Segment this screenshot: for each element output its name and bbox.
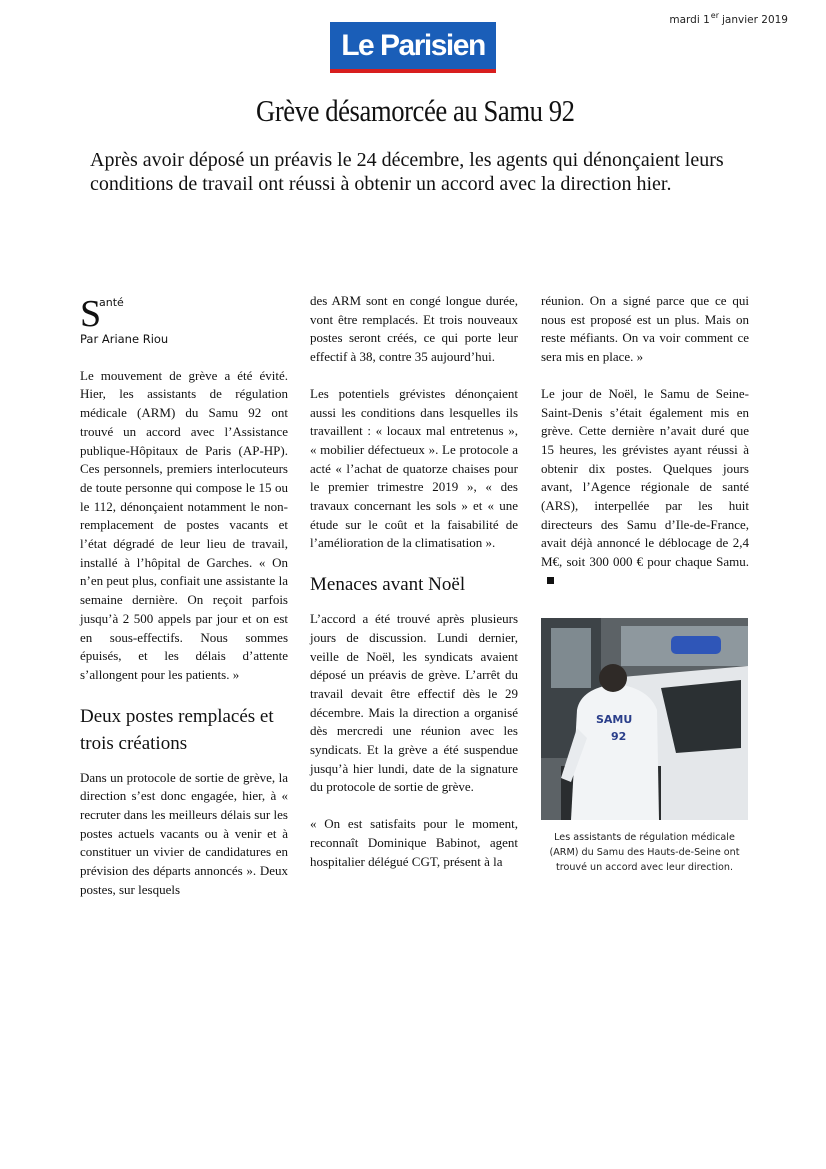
- logo-text: Le Parisien: [341, 28, 485, 62]
- photo-caption: Les assistants de régulation médicale (ARM) du Samu des Hauts-de-Seine ont trouvé un accord avec leur direction.: [549, 832, 740, 873]
- article-column-3: [541, 292, 749, 609]
- rubric-initial: S: [80, 293, 102, 335]
- back-lettering-samu: SAMU: [596, 713, 633, 726]
- back-lettering-92: 92: [611, 730, 627, 743]
- paragraph-text: Le jour de Noël, le Samu de Seine-Saint-Denis s’était également mis en grève. Cette dernière n’avait duré que 15 heures, les grévistes ayant réussi à obtenir dix postes. Quelques jours avant, l’Agence régionale de santé (ARS), interpellée par les huit directeurs des Samu d’Ile-de-France, avait déjà annoncé le déblocage de 2,4 M€, soit 300 000 € pour chaque Samu.: [541, 385, 749, 570]
- date-superscript: er: [710, 11, 720, 20]
- article-column-1: [80, 292, 288, 918]
- article-photo: [541, 618, 748, 820]
- le-parisien-logo: [330, 22, 496, 73]
- byline: Par Ariane Riou: [80, 332, 169, 346]
- paragraph: « On est satisfaits pour le moment, reconnaît Dominique Babinot, agent hospitalier délégué CGT, présent à la: [310, 816, 518, 869]
- paragraph: réunion. On a signé parce que ce qui nous est proposé est un plus. Mais on reste méfiants. On va voir comment ce sera mis en place. »: [541, 293, 749, 365]
- subheading: Deux postes remplacés et trois créations: [80, 705, 274, 754]
- rubric-rest: anté: [99, 296, 124, 309]
- paragraph-last: [541, 385, 749, 591]
- paragraph: Dans un protocole de sortie de grève, la direction s’est donc engagée, hier, à « recruter dans les meilleurs délais sur les postes actuels vacants ou à venir et à constituer un vivier de candidatures en prévision des départs annoncés ». Deux postes, sur lesquels: [80, 769, 288, 897]
- date-month-year: janvier 2019: [722, 14, 788, 26]
- end-of-article-mark: [547, 577, 554, 584]
- paragraph: des ARM sont en congé longue durée, vont être remplacés. Et trois nouveaux postes seront créés, ce qui porte leur effectif à 38, contre 35 aujourd’hui.: [310, 293, 518, 365]
- article-title: Grève désamorcée au Samu 92: [256, 93, 575, 128]
- section-rubric: [80, 292, 288, 335]
- subheading: Menaces avant Noël: [310, 574, 466, 596]
- paragraph: Les potentiels grévistes dénonçaient aussi les conditions dans lesquelles ils travaillent : « locaux mal entretenus », « mobilier défectueux ». Le protocole a acté « l’achat de quatorze chaises pour le premier trimestre 2019 », « des travaux concernant les sols » et « une étude sur le coût et la faisabilité de l’amélioration de la climatisation ».: [310, 385, 518, 551]
- article-lede: Après avoir déposé un préavis le 24 décembre, les agents qui dénonçaient leurs conditions de travail ont réussi à obtenir un accord avec la direction hier.: [90, 149, 724, 195]
- photo-illustration: [541, 618, 748, 820]
- date-day: mardi 1: [669, 14, 710, 26]
- publication-date: [669, 11, 788, 26]
- article-column-2: [310, 292, 518, 889]
- paragraph: L’accord a été trouvé après plusieurs jours de discussion. Lundi dernier, veille de Noël, les syndicats avaient déposé un préavis de grève. L’arrêt du travail devait être effectif dès le 29 décembre. Mais la direction a organisé dès mercredi une réunion avec les syndicats. Et la grève a été suspendue jusqu’à hier lundi, date de la signature du protocole de sortie de grève.: [310, 611, 518, 795]
- paragraph: Le mouvement de grève a été évité. Hier, les assistants de régulation médicale (ARM) du Samu 92 ont trouvé un accord avec l’Assistance publique-Hôpitaux de Paris (AP-HP). Ces personnels, premiers interlocuteurs de toute personne qui compose le 15 ou le 112, dénonçaient notamment le non-remplacement de postes vacants et l’état dégradé de leur lieu de travail, installé à l’hôpital de Garches. « On n’en peut plus, confiait une assistante la semaine dernière. On reçoit parfois jusqu’à 2 500 appels par jour et on est en sous-effectifs. Nous sommes épuisés, et les délais d’attente s’allongent pour les patients. »: [80, 367, 288, 682]
